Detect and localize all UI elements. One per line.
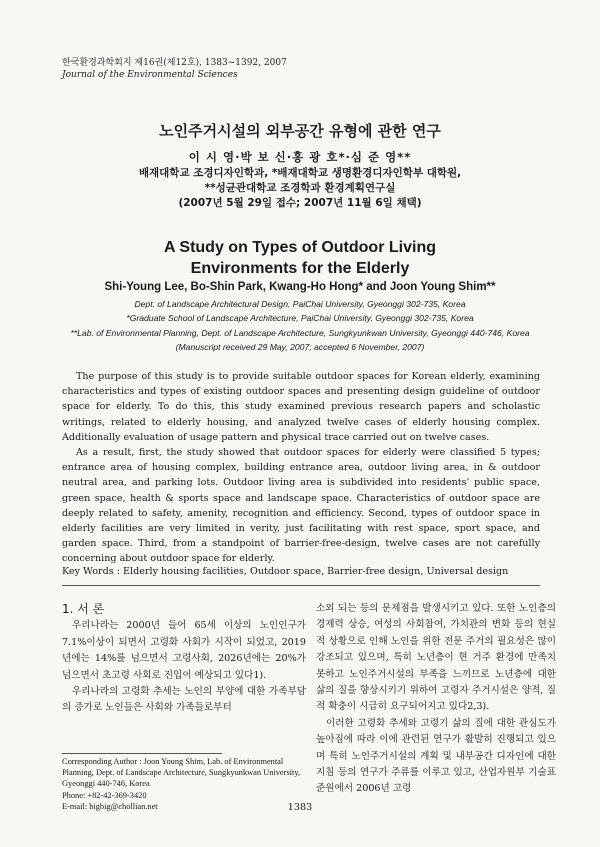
phone: Phone: +82-42-369-3420 — [62, 790, 147, 800]
journal-header — [62, 57, 287, 81]
divider — [62, 585, 540, 586]
body-column-left — [62, 601, 306, 717]
english-affiliation-3: **Lab. of Environmental Planning, Dept. of Landscape Architecture, Sungkyunkwan University, Gyeonggi 440-746, Korea — [70, 327, 530, 338]
body-paragraph: 우리나라는 2000년 들어 65세 이상의 노인인구가 7.1%이상이 되면서 고령화 사회가 시작이 되었고, 2019년에는 14%를 넘으면서 고령사회, 2026년에는 20%가 넘으면서 초고령 사회로 진입이 예상되고 있다1). — [62, 620, 306, 681]
korean-received-date: (2007년 5월 29일 접수; 2007년 11월 6일 채택) — [178, 197, 422, 209]
corresponding-author: Corresponding Author : Joon Young Shim, Lab. of Environmental Planning, Dept. of Landscape Architecture, Sungkyunkwan University, Gyeonggi 440-746, Korea — [62, 757, 301, 789]
english-title — [0, 237, 600, 279]
journal-name: Journal of the Environmental Sciences — [62, 70, 238, 80]
english-authors: Shi-Young Lee, Bo-Shin Park, Kwang-Ho Hong* and Joon Young Shim** — [104, 281, 496, 293]
page-number: 1383 — [287, 802, 313, 813]
email: E-mail: bigbig@chollian.net — [62, 801, 158, 811]
english-affiliation-2: *Graduate School of Landscape Architecture, PaiChai University, Gyeonggi 302-735, Korea — [126, 313, 474, 324]
abstract-paragraph-2: As a result, first, the study showed that outdoor spaces for elderly were classified 5 types; entrance area of housing complex, building entrance area, outdoor living area, in & outdoor neutral area, and parking lots. Outdoor living area is subdivided into residents' public space, green space, health & sports space and landscape space. Characteristics of outdoor space are deeply related to safety, amenity, recognition and efficiency. Second, types of outdoor space in elderly facilities are very limited in verity, just facilitating with rest space, sport space, and garden space. Third, from a standpoint of barrier-free-design, twelve cases are not carefully concerning about outdoor space for elderly. — [62, 447, 540, 565]
korean-affiliations — [0, 166, 600, 211]
journal-citation: 한국환경과학회지 제16권(제12호), 1383~1392, 2007 — [62, 58, 287, 68]
english-affiliation-1: Dept. of Landscape Architectural Design, PaiChai University, Gyeonggi 302-735, Korea — [134, 299, 466, 309]
abstract-paragraph-1: The purpose of this study is to provide suitable outdoor spaces for Korean elderly, examining characteristics and types of existing outdoor spaces and presenting design guideline of outdoor space for elderly. To do this, this study examined previous research papers and scholastic writings, related to elderly housing, and analyzed twelve cases of elderly housing complex. Additionally evaluation of usage pattern and physical trace carried out on twelve cases. — [62, 371, 540, 443]
korean-affiliation-2: **성균관대학교 조경학과 환경계획연구실 — [204, 182, 396, 194]
body-paragraph: 소외 되는 등의 문제점을 발생시키고 있다. 또한 노인층의 경제력 상승, 여성의 사회참여, 가치관의 변화 등의 현실적 상황으로 인해 노인을 위한 전문 주거의 필요성은 많이 강조되고 있으며, 특히 노년층이 현 거주 환경에 만족치 못하고 노인주거시설의 부족을 느끼므로 노년층에 대한 삶의 질을 향상시키기 위하여 고령자 주거시설은 양적, 질적 확충이 시급히 요구되어지고 있다2,3). — [316, 603, 556, 713]
abstract — [62, 369, 540, 567]
english-title-line-2: Environments for the Elderly — [190, 260, 410, 277]
korean-affiliation-1: 배재대학교 조경디자인학과, *배재대학교 생명환경디자인학부 대학원, — [138, 167, 462, 179]
korean-authors: 이 시 영·박 보 신·홍 광 호*·심 준 영** — [188, 150, 412, 164]
english-title-line-1: A Study on Types of Outdoor Living — [164, 239, 436, 256]
body-paragraph: 우리나라의 고령화 추세는 노인의 부양에 대한 가족부담의 증가로 노인들은 사회와 가족들로부터 — [62, 686, 306, 714]
body-paragraph: 이러한 고령화 추세와 고령기 삶의 질에 대한 관심도가 높아짐에 따라 이에 관련된 연구가 활발히 진행되고 있으며 특히 노인주거시설의 계획 및 내부공간 디자인에 대한 지침 등의 연구가 주류를 이루고 있고, 산업자원부 기술표준원에서 2006년 고령 — [316, 717, 556, 795]
footnote-divider — [62, 753, 222, 754]
section-heading: 1. 서 론 — [62, 602, 105, 616]
english-affiliations — [0, 297, 600, 354]
korean-title: 노인주거시설의 외부공간 유형에 관한 연구 — [159, 122, 441, 140]
keywords: Key Words : Elderly housing facilities, Outdoor space, Barrier-free design, Universal design — [62, 566, 509, 577]
english-received-date: (Manuscript received 29 May, 2007; accepted 6 November, 2007) — [175, 341, 425, 352]
body-column-right — [316, 601, 556, 798]
